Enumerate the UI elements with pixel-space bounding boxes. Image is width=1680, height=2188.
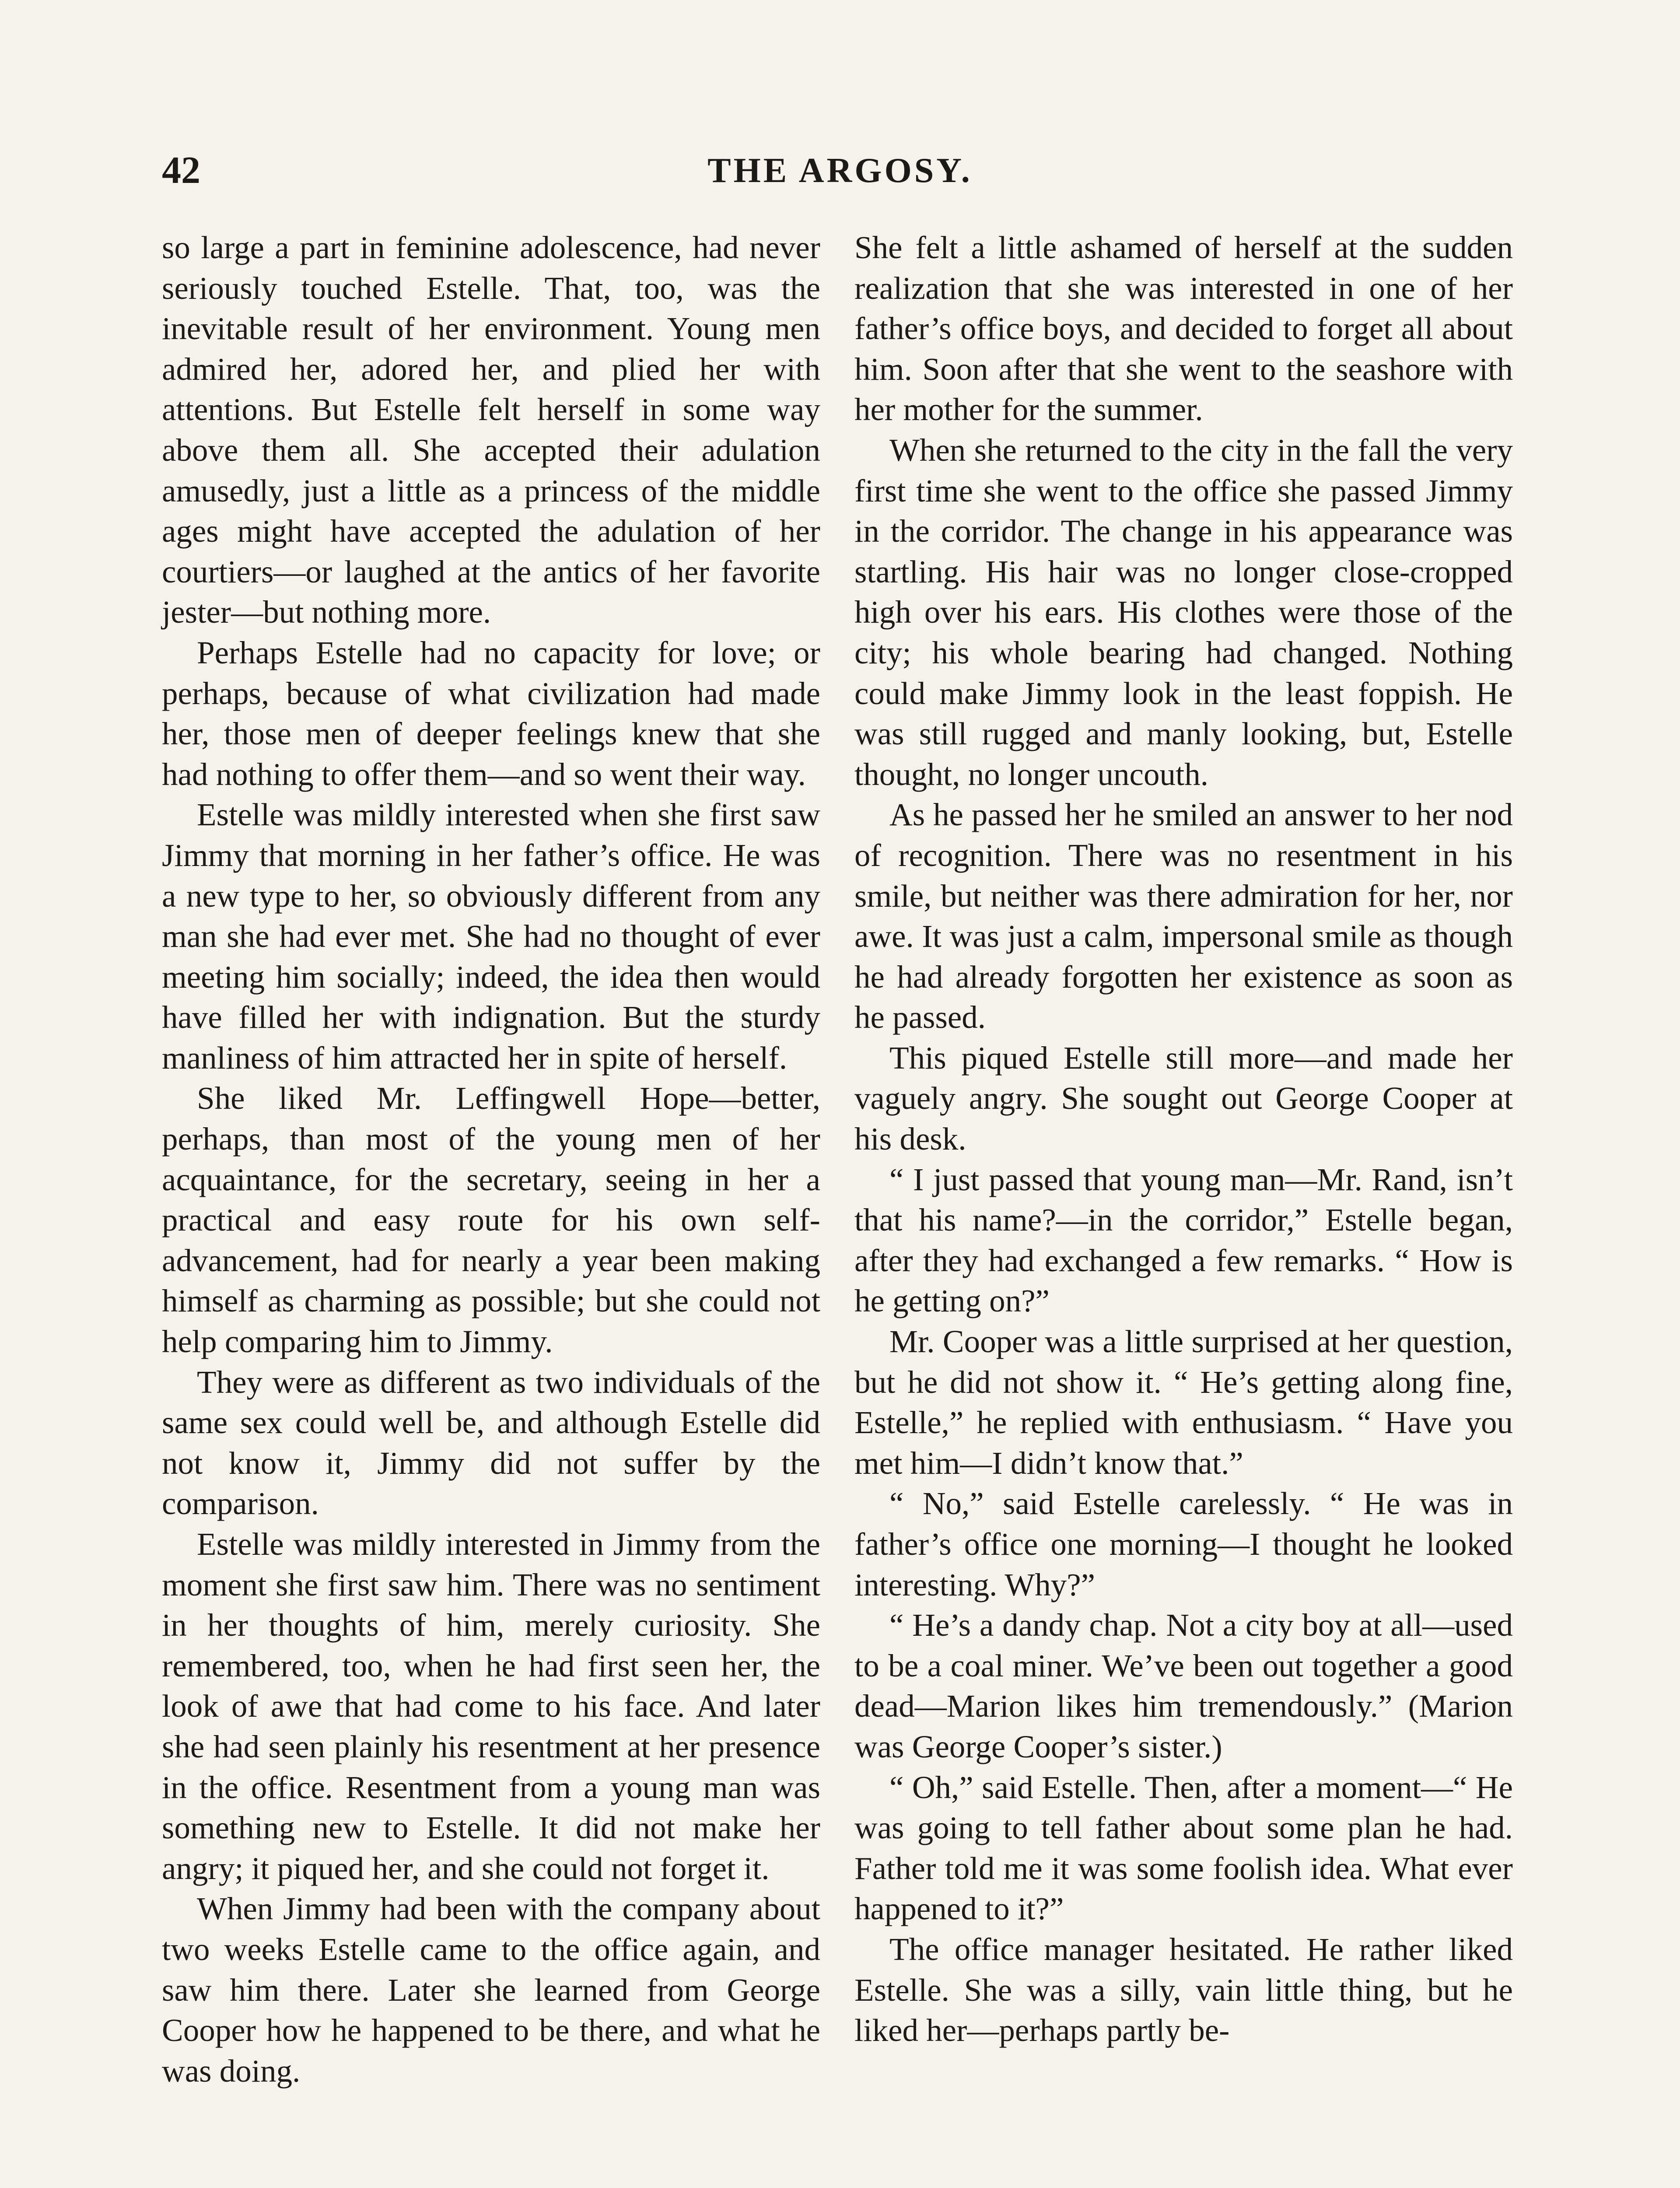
paragraph: Estelle was mildly interested in Jimmy from the moment she first saw him. There was no sentiment in her thoughts of him, merely curiosity. She remembered, too, when he had first seen her, the look of awe that had come to his face. And later she had seen plainly his resentment at her presence in the office. Resentment from a young man was something new to Estelle. It did not make her angry; it piqued her, and she could not forget it. <box>162 1526 820 1886</box>
paragraph: As he passed her he smiled an answer to her nod of recognition. There was no resentment in his smile, but neither was there admiration for her, nor awe. It was just a calm, impersonal smile as though he had already forgotten her existence as soon as he passed. <box>854 797 1513 1035</box>
paragraph: They were as different as two individuals of the same sex could well be, and although Estelle did not know it, Jimmy did not suffer by the comparison. <box>162 1364 820 1522</box>
paragraph: When Jimmy had been with the company about two weeks Estelle came to the office again, and saw him there. Later she learned from George Cooper how he happened to be there, and what he was doing. <box>162 1891 820 2089</box>
paragraph: When she returned to the city in the fall the very first time she went to the office she passed Jimmy in the corridor. The change in his appearance was startling. His hair was no longer close-cropped high over his ears. His clothes were those of the city; his whole bearing had changed. Nothing could make Jimmy look in the least foppish. He was still rugged and manly looking, but, Estelle thought, no longer uncouth. <box>854 432 1513 792</box>
paragraph: Perhaps Estelle had no capacity for love; or perhaps, because of what civilization had made her, those men of deeper feelings knew that she had nothing to offer them—and so went their way. <box>162 635 820 792</box>
page-number: 42 <box>162 149 200 192</box>
paragraph: She liked Mr. Leffingwell Hope—better, perhaps, than most of the young men of her acquaintance, for the secretary, seeing in her a practical and easy route for his own self-advancement, had for nearly a year been making himself as charming as possible; but she could not help comparing him to Jimmy. <box>162 1080 820 1360</box>
paragraph: so large a part in feminine adolescence, had never seriously touched Estelle. That, too, was the inevitable result of her environment. Young men admired her, adored her, and plied her with attentions. But Estelle felt herself in some way above them all. She accepted their adulation amusedly, just a little as a princess of the middle ages might have accepted the adulation of her courtiers—or laughed at the antics of her favorite jester—but nothing more. <box>162 230 820 630</box>
right-column <box>854 228 1513 2051</box>
paragraph: “ No,” said Estelle carelessly. “ He was in father’s office one morning—I thought he looked interesting. Why?” <box>854 1486 1513 1602</box>
paragraph: She felt a little ashamed of herself at the sudden realization that she was interested in one of her father’s office boys, and decided to forget all about him. Soon after that she went to the seashore with her mother for the summer. <box>854 230 1513 428</box>
paragraph: “ He’s a dandy chap. Not a city boy at all—used to be a coal miner. We’ve been out together a good dead—Marion likes him tremendously.” (Marion was George Cooper’s sister.) <box>854 1607 1513 1764</box>
paragraph: “ I just passed that young man—Mr. Rand, isn’t that his name?—in the corridor,” Estelle began, after they had exchanged a few remarks. “ How is he getting on?” <box>854 1161 1513 1319</box>
paragraph: This piqued Estelle still more—and made her vaguely angry. She sought out George Cooper at his desk. <box>854 1040 1513 1157</box>
paragraph: The office manager hesitated. He rather liked Estelle. She was a silly, vain little thing, but he liked her—perhaps partly be- <box>854 1931 1513 2048</box>
page-header <box>0 144 1680 197</box>
magazine-title: THE ARGOSY. <box>707 151 973 190</box>
paragraph: “ Oh,” said Estelle. Then, after a moment—“ He was going to tell father about some plan he had. Father told me it was some foolish idea. What ever happened to it?” <box>854 1769 1513 1927</box>
paragraph: Estelle was mildly interested when she first saw Jimmy that morning in her father’s office. He was a new type to her, so obviously different from any man she had ever met. She had no thought of ever meeting him socially; indeed, the idea then would have filled her with indignation. But the sturdy manliness of him attracted her in spite of herself. <box>162 797 820 1076</box>
paragraph: Mr. Cooper was a little surprised at her question, but he did not show it. “ He’s getting along fine, Estelle,” he replied with enthusiasm. “ Have you met him—I didn’t know that.” <box>854 1324 1513 1481</box>
left-column <box>162 228 820 2091</box>
